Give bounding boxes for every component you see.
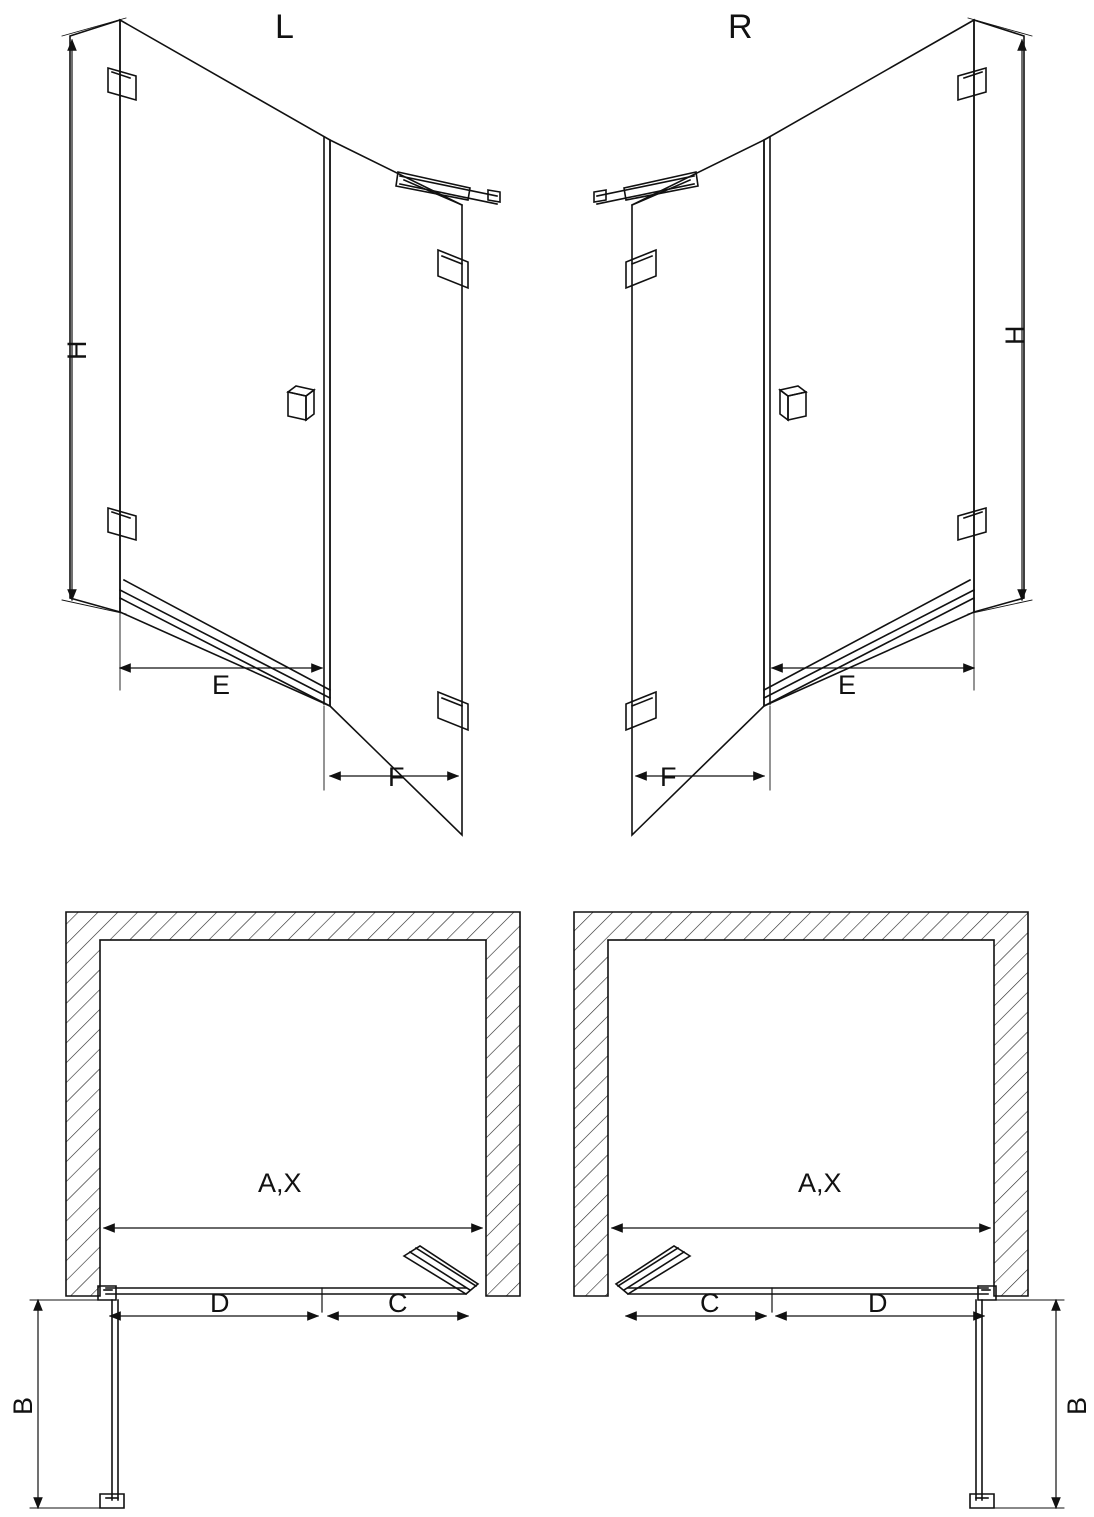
- label-dimension-ax-right: A,X: [798, 1168, 842, 1198]
- label-dimension-c-right: C: [700, 1288, 720, 1318]
- label-dimension-d-left: D: [210, 1288, 230, 1318]
- label-dimension-b-left: B: [8, 1396, 38, 1415]
- plan-left-geometry: [30, 912, 520, 1508]
- label-dimension-b-right: B: [1062, 1396, 1092, 1415]
- plan-right-geometry: [574, 912, 1064, 1508]
- label-dimension-c-left: C: [388, 1288, 408, 1318]
- label-dimension-e-left: E: [212, 670, 231, 700]
- label-dimension-e-right: E: [838, 670, 857, 700]
- label-variant-left: L: [275, 8, 294, 46]
- elevation-right-geometry: [594, 18, 1032, 835]
- label-variant-right: R: [728, 8, 753, 46]
- elevation-left-geometry: [62, 18, 500, 835]
- label-dimension-d-right: D: [868, 1288, 888, 1318]
- label-dimension-f-right: F: [660, 762, 677, 792]
- label-dimension-ax-left: A,X: [258, 1168, 302, 1198]
- label-dimension-h-left: H: [62, 340, 92, 360]
- label-dimension-f-left: F: [388, 762, 405, 792]
- label-dimension-h-right: H: [1000, 325, 1030, 345]
